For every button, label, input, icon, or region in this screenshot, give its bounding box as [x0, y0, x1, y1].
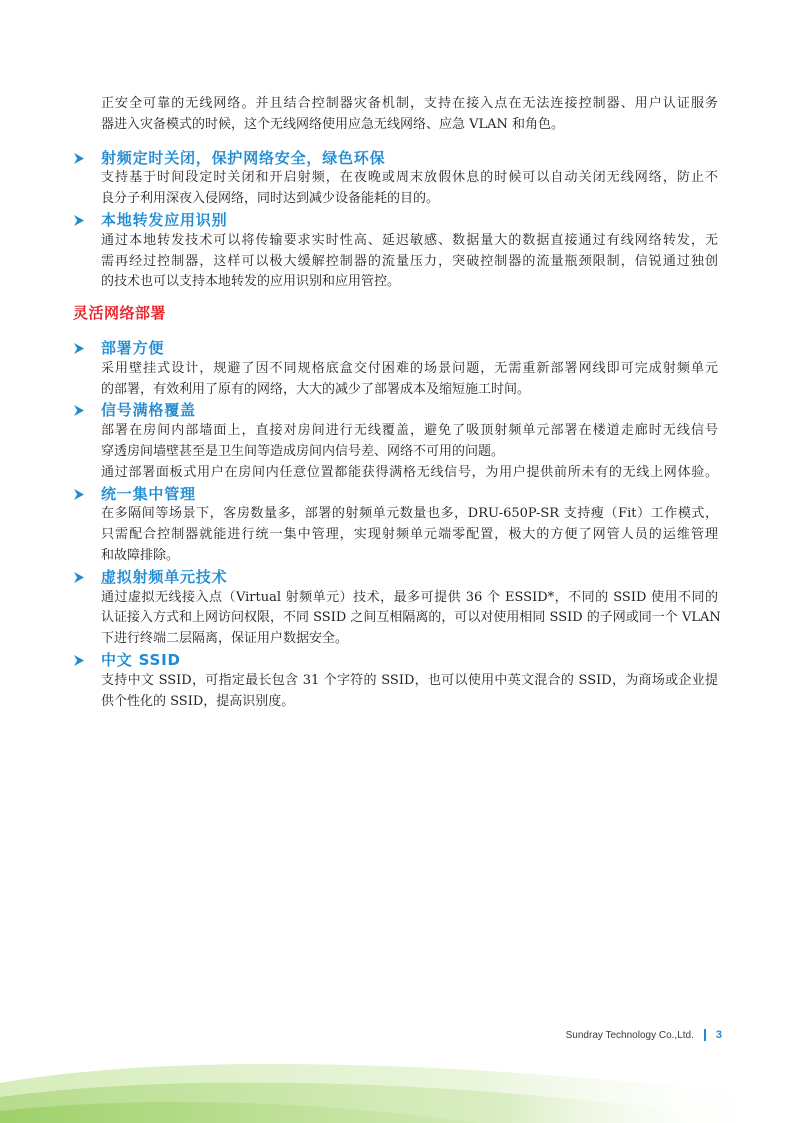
page-content: [73, 94, 721, 712]
arrow-bullet-icon: [74, 489, 84, 500]
feature-paragraph: [101, 588, 721, 650]
feature-heading: [101, 567, 718, 588]
page-number: 3: [715, 1029, 722, 1041]
paragraph-line: 器进入灾备模式的时候，这个无线网络使用应急无线网络、应急 VLAN 和角色。: [101, 116, 565, 132]
feature-heading-text: 统一集中管理: [101, 484, 196, 503]
paragraph-line: 良分子利用深夜入侵网络，同时达到减少设备能耗的目的。: [101, 191, 440, 207]
paragraph-line: 只需配合控制器就能进行统一集中管理，实现射频单元端零配置，极大的方便了网管人员的运维管理: [101, 527, 718, 543]
arrow-bullet-icon: [74, 655, 84, 666]
feature-heading-text: 信号满格覆盖: [101, 401, 196, 420]
paragraph-line: 通过虚拟无线接入点（Virtual 射频单元）技术，最多可提供 36 个 ESSID*，不同的 SSID 使用不同的: [101, 589, 718, 605]
feature-heading-text: 部署方便: [101, 338, 165, 357]
feature-paragraph: [101, 504, 718, 566]
paragraph-line: 穿透房间墙壁甚至是卫生间等造成房间内信号差、网络不可用的问题。: [101, 443, 505, 459]
feature-heading: [101, 400, 718, 421]
paragraph-line: 正安全可靠的无线网络。并且结合控制器灾备机制，支持在接入点在无法连接控制器、用户认证服务: [101, 96, 718, 111]
footer-wave-decoration: [0, 1043, 794, 1123]
arrow-bullet-icon: [74, 215, 84, 226]
feature-heading: [101, 148, 718, 169]
paragraph-line: 的部署，有效利用了原有的网络，大大的减少了部署成本及缩短施工时间。: [101, 381, 531, 397]
feature-paragraph: [101, 168, 718, 210]
feature-heading-text: 射频定时关闭，保护网络安全，绿色环保: [101, 148, 386, 167]
feature-paragraph: [101, 231, 718, 293]
intro-paragraph: [101, 94, 718, 136]
footer-divider: [704, 1029, 706, 1041]
feature-heading: [101, 484, 718, 505]
section-heading: 灵活网络部署: [73, 304, 167, 323]
paragraph-line: 供个性化的 SSID，提高识别度。: [101, 693, 295, 709]
feature-heading: [101, 210, 718, 231]
feature-heading-text: 虚拟射频单元技术: [101, 567, 228, 586]
paragraph-line: 在多隔间等场景下，客房数量多，部署的射频单元数量也多，DRU-650P-SR 支持瘦（Fit）工作模式，: [101, 506, 718, 522]
page-footer: [566, 1027, 722, 1043]
paragraph-line: 和故障排除。: [101, 547, 180, 563]
paragraph-line: 支持中文 SSID，可指定最长包含 31 个字符的 SSID，也可以使用中英文混合的 SSID，为商场或企业提: [101, 672, 718, 688]
feature-paragraph: [101, 421, 718, 483]
paragraph-line: 下进行终端二层隔离，保证用户数据安全。: [101, 631, 349, 647]
feature-heading: [101, 338, 718, 359]
footer-company-name: Sundray Technology Co.,Ltd.: [565, 1029, 694, 1041]
arrow-bullet-icon: [74, 572, 84, 583]
paragraph-line: 需再经过控制器，这样可以极大缓解控制器的流量压力，突破控制器的流量瓶颈限制，信锐通过独创: [101, 253, 718, 269]
feature-heading-text: 本地转发应用识别: [101, 210, 228, 229]
arrow-bullet-icon: [74, 343, 84, 354]
paragraph-line: 的技术也可以支持本地转发的应用识别和应用管控。: [101, 274, 401, 290]
paragraph-line: 部署在房间内部墙面上，直接对房间进行无线覆盖，避免了吸顶射频单元部署在楼道走廊时无线信号: [101, 423, 718, 439]
feature-paragraph: [101, 671, 718, 713]
paragraph-line: 通过部署面板式用户在房间内任意位置都能获得满格无线信号，为用户提供前所未有的无线上网体验。: [101, 464, 718, 480]
paragraph-line: 通过本地转发技术可以将传输要求实时性高、延迟敏感、数据量大的数据直接通过有线网络转发，无: [101, 232, 718, 248]
arrow-bullet-icon: [74, 405, 84, 416]
feature-heading-text: 中文 SSID: [101, 650, 181, 669]
paragraph-line: 采用壁挂式设计，规避了因不同规格底盒交付困难的场景问题，无需重新部署网线即可完成射频单元: [101, 360, 718, 376]
feature-heading: [101, 650, 718, 671]
paragraph-line: 认证接入方式和上网访问权限，不同 SSID 之间互相隔离的，可以对使用相同 SSID 的子网或同一个 VLAN: [101, 610, 721, 626]
arrow-bullet-icon: [74, 153, 84, 164]
feature-paragraph: [101, 359, 718, 401]
paragraph-line: 支持基于时间段定时关闭和开启射频，在夜晚或周末放假休息的时候可以自动关闭无线网络，防止不: [101, 170, 718, 186]
